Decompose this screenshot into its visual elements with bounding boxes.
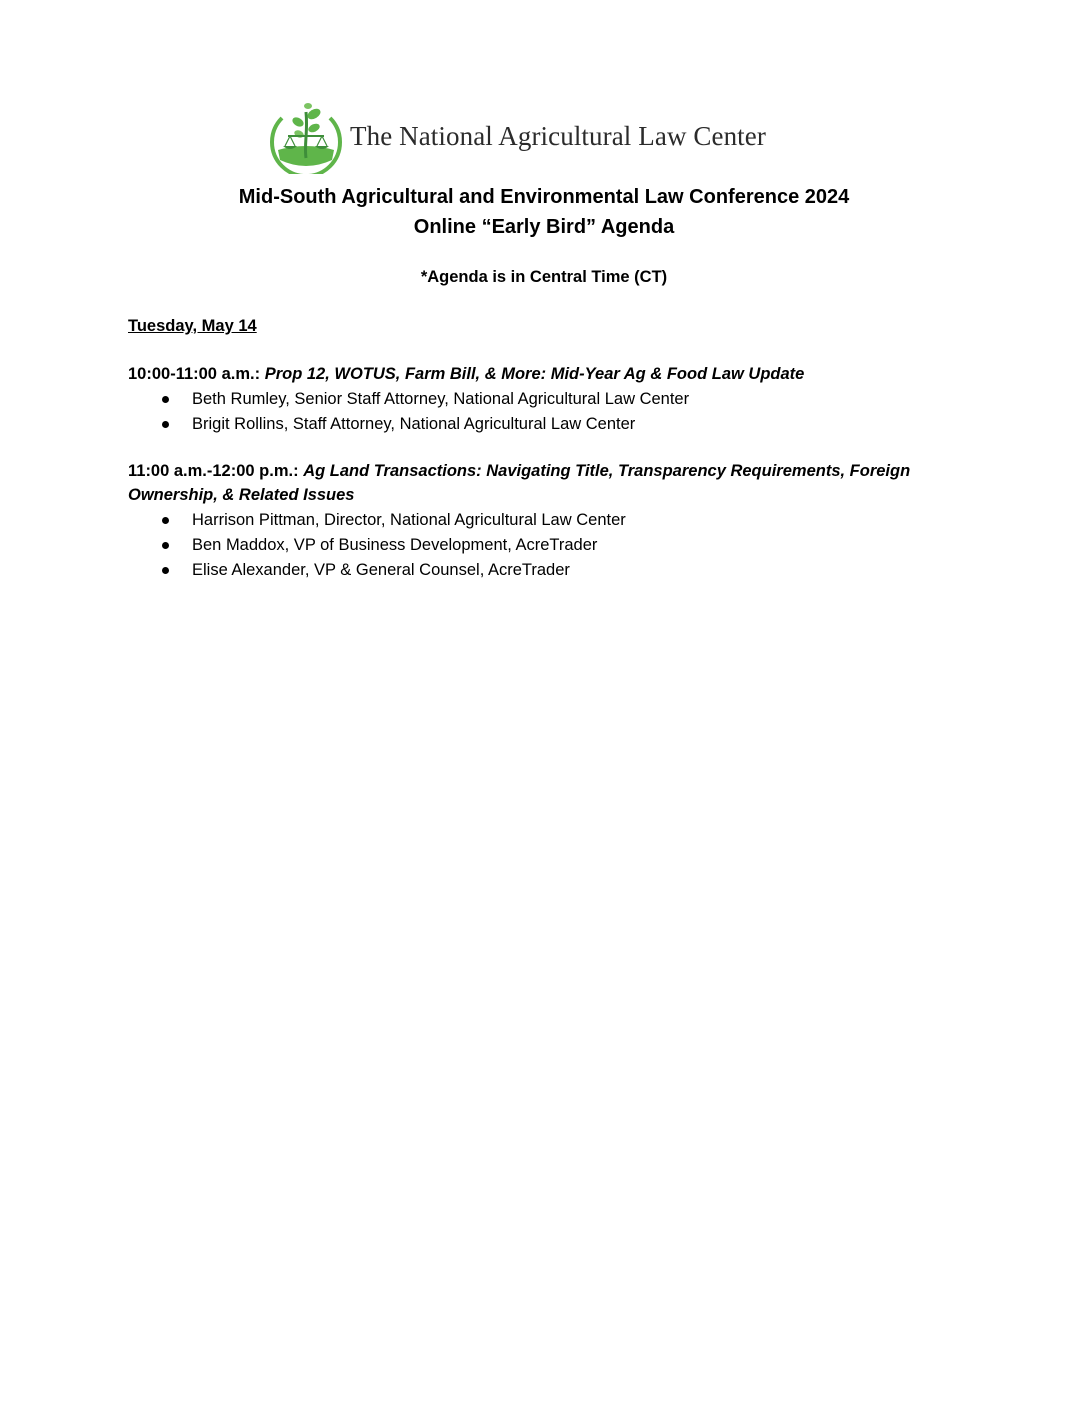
speaker-item [128, 508, 958, 533]
bullet-icon [162, 542, 169, 549]
session-title: Ag Land Transactions: Navigating Title, Transparency Requirements, Foreign Ownership, & Related Issues [128, 462, 911, 504]
session-time: 10:00-11:00 a.m.: [128, 365, 261, 383]
speaker-text: Brigit Rollins, Staff Attorney, National Agricultural Law Center [192, 415, 636, 433]
timezone-note: *Agenda is in Central Time (CT) [420, 268, 668, 286]
speaker-list [128, 387, 958, 437]
session-time: 11:00 a.m.-12:00 p.m.: [128, 462, 299, 480]
bullet-icon [162, 421, 169, 428]
title-line-2: Online “Early Bird” Agenda [413, 216, 675, 238]
session-title: Prop 12, WOTUS, Farm Bill, & More: Mid-Year Ag & Food Law Update [264, 365, 805, 383]
speaker-item [128, 533, 958, 558]
speaker-text: Ben Maddox, VP of Business Development, AcreTrader [192, 536, 598, 554]
conference-title [0, 182, 1088, 242]
speaker-item [128, 412, 958, 437]
agenda-session [128, 362, 958, 437]
agenda-day-heading: Tuesday, May 14 [128, 317, 257, 335]
session-heading [128, 362, 958, 386]
agenda-session [128, 459, 958, 583]
logo-text: The National Agricultural Law Center [350, 120, 766, 151]
center-logo [268, 97, 788, 175]
agenda-content [128, 314, 958, 605]
speaker-list [128, 508, 958, 583]
title-line-1: Mid-South Agricultural and Environmental Law Conference 2024 [238, 186, 850, 208]
bullet-icon [162, 396, 169, 403]
bullet-icon [162, 517, 169, 524]
speaker-text: Harrison Pittman, Director, National Agricultural Law Center [192, 511, 626, 529]
speaker-item [128, 558, 958, 583]
speaker-text: Elise Alexander, VP & General Counsel, AcreTrader [192, 561, 570, 579]
speaker-item [128, 387, 958, 412]
session-heading [128, 459, 958, 507]
speaker-text: Beth Rumley, Senior Staff Attorney, National Agricultural Law Center [192, 390, 690, 408]
bullet-icon [162, 567, 169, 574]
scales-sprout-logo-icon [268, 98, 344, 174]
